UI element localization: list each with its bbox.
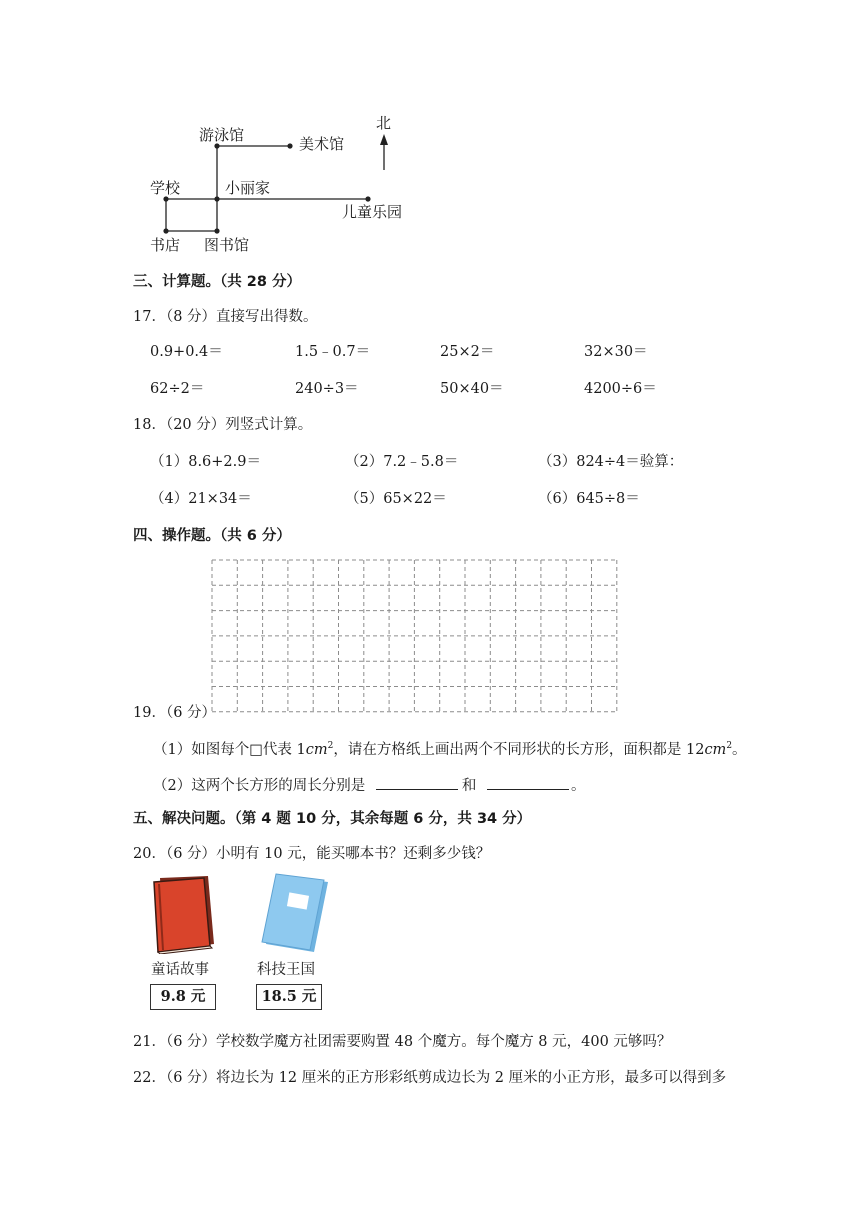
book-2-title: 科技王国	[257, 962, 315, 978]
label-art: 美术馆	[299, 135, 345, 153]
label-swimming: 游泳馆	[199, 126, 245, 144]
sup-1: 2	[327, 741, 334, 752]
dot-bookstore	[163, 228, 168, 233]
grid-paper	[210, 558, 620, 718]
q18-item-3: （3）824÷4＝验算：	[538, 454, 684, 470]
q17-item-5: 62÷2＝	[150, 381, 205, 397]
q19-part1-b: ，请在方格纸上画出两个不同形状的长方形，面积都是 12	[333, 742, 705, 758]
q18-item-1: （1）8.6+2.9＝	[150, 454, 261, 470]
q17-item-1: 0.9+0.4＝	[150, 344, 223, 360]
q20-stem: 20．（6 分）小明有 10 元，能买哪本书？还剩多少钱？	[133, 846, 491, 862]
section4-title: 四、操作题。（共 6 分）	[133, 528, 291, 544]
q19-part1-a: （1）如图每个□代表 1	[153, 742, 306, 758]
unit-cm-2: cm	[704, 742, 727, 758]
q17-stem: 17．（8 分）直接写出得数。	[133, 309, 318, 325]
q18-item-5: （5）65×22＝	[345, 491, 447, 507]
q19-part2-b: 和	[461, 778, 477, 794]
q19-part2	[153, 774, 585, 795]
q19-part2-a: （2）这两个长方形的周长分别是	[153, 778, 366, 794]
book-1-title: 童话故事	[151, 962, 209, 978]
q18-stem: 18．（20 分）列竖式计算。	[133, 417, 313, 433]
q17-item-7: 50×40＝	[440, 381, 504, 397]
q19-part1	[153, 738, 747, 759]
label-playground: 儿童乐园	[342, 203, 403, 221]
book-1-price: 9.8 元	[150, 984, 216, 1010]
unit-cm-1: cm	[305, 742, 328, 758]
q17-item-8: 4200÷6＝	[584, 381, 657, 397]
q19-part2-c: 。	[570, 778, 586, 794]
north-label: 北	[376, 114, 392, 132]
label-xiaoli: 小丽家	[225, 179, 271, 197]
label-library: 图书馆	[204, 236, 250, 254]
q19-stem: 19．（6 分）	[133, 705, 217, 721]
north-arrow-head	[380, 134, 388, 145]
q17-item-4: 32×30＝	[584, 344, 648, 360]
answer-blank-2[interactable]	[487, 775, 569, 790]
answer-blank-1[interactable]	[376, 775, 458, 790]
q18-item-4: （4）21×34＝	[150, 491, 252, 507]
book-science-image	[258, 872, 332, 956]
q18-item-2: （2）7.2﹣5.8＝	[345, 454, 459, 470]
q21-stem: 21．（6 分）学校数学魔方社团需要购置 48 个魔方。每个魔方 8 元，400 元够吗？	[133, 1034, 672, 1050]
book-fairy-tale-image	[146, 874, 218, 954]
dot-art	[287, 143, 292, 148]
label-bookstore: 书店	[150, 236, 181, 254]
dot-xiaoli	[214, 196, 219, 201]
q22-stem: 22．（6 分）将边长为 12 厘米的正方形彩纸剪成边长为 2 厘米的小正方形，最多可以得到多	[133, 1070, 727, 1086]
route-map	[0, 0, 860, 260]
section5-title: 五、解决问题。（第 4 题 10 分，其余每题 6 分，共 34 分）	[133, 811, 532, 827]
q17-item-3: 25×2＝	[440, 344, 495, 360]
q17-item-6: 240÷3＝	[295, 381, 359, 397]
book-2-price: 18.5 元	[256, 984, 322, 1010]
dot-library	[214, 228, 219, 233]
q19-part1-c: 。	[732, 742, 747, 758]
q18-item-6: （6）645÷8＝	[538, 491, 640, 507]
section3-title: 三、计算题。（共 28 分）	[133, 274, 302, 290]
q17-item-2: 1.5﹣0.7＝	[295, 344, 371, 360]
label-school: 学校	[150, 179, 181, 197]
sup-2: 2	[726, 741, 733, 752]
